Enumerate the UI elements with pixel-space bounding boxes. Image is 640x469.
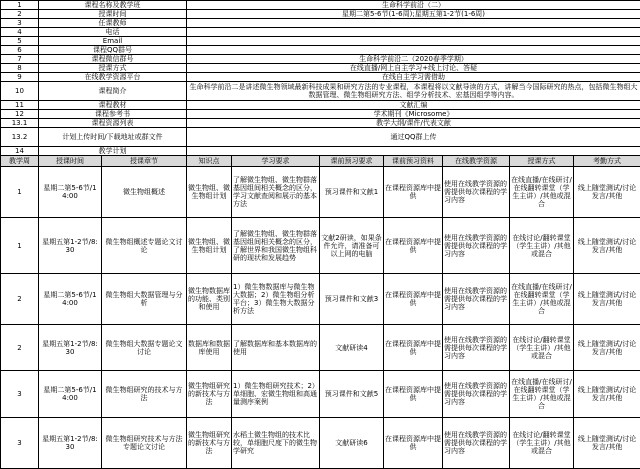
knowledge-cell: 微生物组研究的新技术与方法: [187, 418, 232, 469]
info-label: 授课时间: [39, 10, 187, 19]
table-row: [1, 218, 640, 274]
column-header: 课前预习资料: [384, 156, 443, 167]
pre-study-cell: 文献研读4: [320, 325, 384, 371]
info-row-number: 1: [1, 1, 39, 10]
attendance-cell: 线上随堂测试/讨论发言/其他: [574, 418, 640, 469]
pre-material-cell: 在课程资源库中提供: [384, 218, 443, 274]
info-row-number: 10: [1, 82, 39, 101]
info-label: 课程参考书: [39, 110, 187, 119]
info-row-number: 13.2: [1, 128, 39, 147]
week-cell: 3: [1, 371, 39, 418]
method-cell: 在线讨论/翻转课堂（学生主讲）/其他或混合: [510, 418, 574, 469]
column-header: 授课方式: [510, 156, 574, 167]
time-cell: 星期二第5-6节/14:00: [39, 167, 102, 218]
info-value: [187, 46, 640, 55]
info-label: 教学计划: [39, 147, 187, 156]
info-row-number: 3: [1, 19, 39, 28]
info-value: [187, 19, 640, 28]
requirement-cell: 了解微生物组、微生物群落基因组间相关概念的区分，了解世界和我国微生物组科研的现状和发展趋势: [232, 218, 320, 274]
attendance-cell: 线上随堂测试/讨论发言/其他: [574, 218, 640, 274]
method-cell: 在线直播/在线研讨/在线翻转课堂（学生主讲）/其他或混合: [510, 371, 574, 418]
course-info-section: [1, 1, 640, 156]
info-row: [1, 10, 640, 19]
requirement-cell: 了解数据库和基本数据库的使用: [232, 325, 320, 371]
method-cell: 在线讨论/翻转课堂（学生主讲）/其他或混合: [510, 218, 574, 274]
info-label: 课程微信群号: [39, 55, 187, 64]
info-value: 生命科学前沿二（2020春季学期）: [187, 55, 640, 64]
chapter-cell: 微生物组研究技术与方法专题论文讨论: [102, 418, 187, 469]
info-label: 课程简介: [39, 82, 187, 101]
column-header: 在线教学资源: [443, 156, 510, 167]
online-resource-cell: 使用在线教学资源的需提供每次课程的学习内容: [443, 418, 510, 469]
attendance-cell: 线上随堂测试/讨论发言/其他: [574, 325, 640, 371]
info-row-number: 4: [1, 28, 39, 37]
online-resource-cell: 使用在线教学资源的需提供每次课程的学习内容: [443, 371, 510, 418]
chapter-cell: 微生物组大数据管理与分析: [102, 274, 187, 325]
pre-study-cell: 文献2研读，如果条件允许，请准备可以上网的电脑: [320, 218, 384, 274]
column-header: 教学周: [1, 156, 39, 167]
info-row: [1, 19, 640, 28]
info-label: 电话: [39, 28, 187, 37]
method-cell: 在线直播/在线研讨/在线翻转课堂（学生主讲）/其他或混合: [510, 274, 574, 325]
column-header: 授课时间: [39, 156, 102, 167]
teaching-plan-section: [1, 156, 640, 469]
knowledge-cell: 数据库和数据库使用: [187, 325, 232, 371]
pre-material-cell: 在课程资源库中提供: [384, 325, 443, 371]
info-value: 学术期刊《Microsome》: [187, 110, 640, 119]
info-value: [187, 28, 640, 37]
info-row: [1, 110, 640, 119]
info-label: 授课方式: [39, 64, 187, 73]
info-row: [1, 55, 640, 64]
pre-material-cell: 在课程资源库中提供: [384, 418, 443, 469]
info-row: [1, 37, 640, 46]
week-cell: 2: [1, 325, 39, 371]
info-row: [1, 73, 640, 82]
pre-material-cell: 在课程资源库中提供: [384, 371, 443, 418]
knowledge-cell: 微生物组、微生物组计划: [187, 167, 232, 218]
info-row-number: 5: [1, 37, 39, 46]
online-resource-cell: 使用在线教学资源的需提供每次课程的学习内容: [443, 167, 510, 218]
info-row-number: 2: [1, 10, 39, 19]
info-value: 生命科学前沿（二）: [187, 1, 640, 10]
info-label: 计划上传时间/下载地址或群文件: [39, 128, 187, 147]
requirement-cell: 了解微生物组、微生物群落基因组间相关概念的区分，学习文献查阅和展示的基本方法: [232, 167, 320, 218]
info-value: 生命科学前沿二是讲述微生物领域最新科技成果和研究方法的专业课程，本课程将以文献导读的方式，讲解当今国际研究的热点，包括微生物组大数据管理、微生物组研究方法、组学分析技术、宏基因组学等内容。: [187, 82, 640, 101]
info-value: 通过QQ群上传: [187, 128, 640, 147]
knowledge-cell: 微生物组、微生物组计划: [187, 218, 232, 274]
info-value: 在线直播/网上自主学习+线上讨论、答疑: [187, 64, 640, 73]
info-row-number: 11: [1, 101, 39, 110]
column-header: 授课章节: [102, 156, 187, 167]
info-label: 课程QQ群号: [39, 46, 187, 55]
info-row-number: 13.1: [1, 119, 39, 128]
plan-header-row: [1, 156, 640, 167]
pre-study-cell: 预习课件和文献5: [320, 371, 384, 418]
info-row: [1, 1, 640, 10]
info-row-number: 12: [1, 110, 39, 119]
week-cell: 2: [1, 274, 39, 325]
week-cell: 1: [1, 218, 39, 274]
week-cell: 1: [1, 167, 39, 218]
column-header: 知识点: [187, 156, 232, 167]
info-value: [187, 147, 640, 156]
pre-material-cell: 在课程资源库中提供: [384, 274, 443, 325]
knowledge-cell: 微生物组研究的新技术与方法: [187, 371, 232, 418]
info-value: 教学大纲/课件/代表文献: [187, 119, 640, 128]
online-resource-cell: 使用在线教学资源的需提供每次课程的学习内容: [443, 218, 510, 274]
table-row: [1, 325, 640, 371]
time-cell: 星期五第1-2节/8:30: [39, 218, 102, 274]
info-row: [1, 119, 640, 128]
info-row-number: 14: [1, 147, 39, 156]
requirement-cell: 1）微生物数据库与微生物大数据；2）微生物组分析平台；3）微生物大数据分析方法: [232, 274, 320, 325]
chapter-cell: 微生物组大数据专题论文讨论: [102, 325, 187, 371]
chapter-cell: 微生物组研究的技术与方法: [102, 371, 187, 418]
attendance-cell: 线上随堂测试/讨论发言/其他: [574, 274, 640, 325]
chapter-cell: 微生物组概述: [102, 167, 187, 218]
info-value: 文献汇编: [187, 101, 640, 110]
column-header: 考勤方式: [574, 156, 640, 167]
info-label: 课程教材: [39, 101, 187, 110]
info-label: 课程资源列表: [39, 119, 187, 128]
info-row: [1, 46, 640, 55]
info-value: [187, 37, 640, 46]
chapter-cell: 微生物组概述专题论文讨论: [102, 218, 187, 274]
info-row: [1, 82, 640, 101]
info-label: 课程名称及教学班: [39, 1, 187, 10]
info-value: 在线自主学习需借助: [187, 73, 640, 82]
info-label: 任课教师: [39, 19, 187, 28]
pre-study-cell: 预习课件和文献1: [320, 167, 384, 218]
table-row: [1, 274, 640, 325]
info-row-number: 6: [1, 46, 39, 55]
info-row-number: 9: [1, 73, 39, 82]
table-row: [1, 418, 640, 469]
info-value: 星期二第5-6节(1-6周);星期五第1-2节(1-6周): [187, 10, 640, 19]
method-cell: 在线讨论/翻转课堂（学生主讲）/其他或混合: [510, 325, 574, 371]
time-cell: 星期五第1-2节/8:30: [39, 418, 102, 469]
info-label: 在线教学资源平台: [39, 73, 187, 82]
info-row: [1, 64, 640, 73]
pre-study-cell: 文献研读6: [320, 418, 384, 469]
pre-study-cell: 预习课件和文献3: [320, 274, 384, 325]
info-row-number: 8: [1, 64, 39, 73]
knowledge-cell: 微生物数据库的功能、类别和使用: [187, 274, 232, 325]
info-row-number: 7: [1, 55, 39, 64]
table-row: [1, 371, 640, 418]
info-row: [1, 128, 640, 147]
time-cell: 星期五第1-2节/8:30: [39, 325, 102, 371]
requirement-cell: 1）微生物组研究技术；2）单细胞、宏微生物组和高通量测序案例: [232, 371, 320, 418]
column-header: 课前预习要求: [320, 156, 384, 167]
info-row: [1, 101, 640, 110]
info-row: [1, 147, 640, 156]
method-cell: 在线直播/在线研讨/在线翻转课堂（学生主讲）/其他或混合: [510, 167, 574, 218]
week-cell: 3: [1, 418, 39, 469]
attendance-cell: 线上随堂测试/讨论发言/其他: [574, 167, 640, 218]
attendance-cell: 线上随堂测试/讨论发言/其他: [574, 371, 640, 418]
pre-material-cell: 在课程资源库中提供: [384, 167, 443, 218]
column-header: 学习要求: [232, 156, 320, 167]
info-label: Email: [39, 37, 187, 46]
online-resource-cell: 使用在线教学资源的需提供每次课程的学习内容: [443, 274, 510, 325]
online-resource-cell: 使用在线教学资源的需提供每次课程的学习内容: [443, 325, 510, 371]
time-cell: 星期二第5-6节/14:00: [39, 274, 102, 325]
requirement-cell: 水稻土微生物组的技术比较，单细胞尺度下的微生物学研究: [232, 418, 320, 469]
info-row: [1, 28, 640, 37]
time-cell: 星期二第5-6节/14:00: [39, 371, 102, 418]
table-row: [1, 167, 640, 218]
